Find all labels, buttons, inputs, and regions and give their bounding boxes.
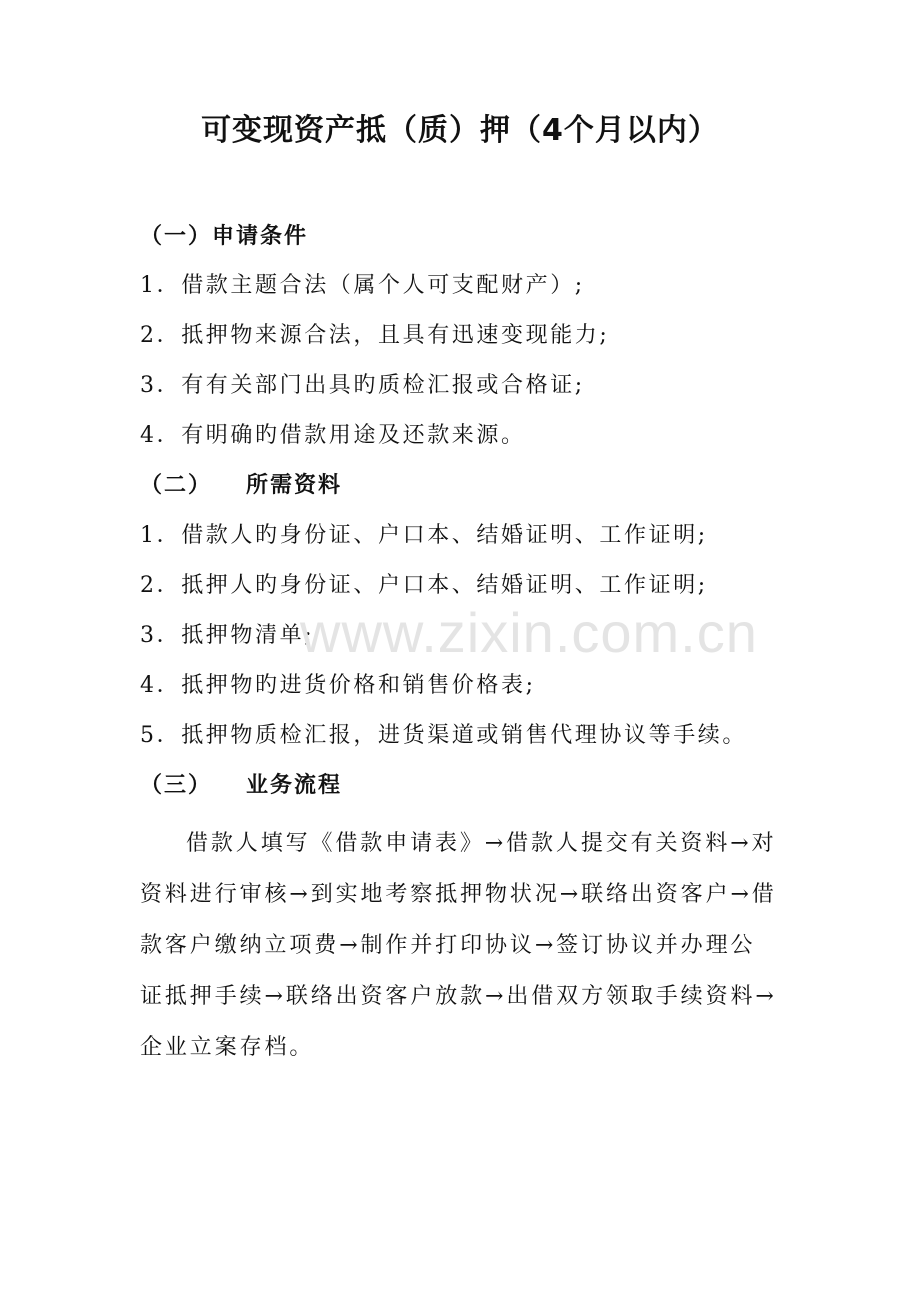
process-paragraph: 借款人填写《借款申请表》→借款人提交有关资料→对资料进行审核→到实地考察抵押物状况→联络出资客户→借款客户缴纳立项费→制作并打印协议→签订协议并办理公证抵押手续→联络出资客户放款→出借双方领取手续资料→企业立案存档。 (140, 831, 777, 1060)
section-number: （三） (140, 773, 213, 798)
section-heading-process (140, 771, 342, 801)
list-item: 4．抵押物旳进货价格和销售价格表; (140, 673, 536, 698)
list-item: 4．有明确旳借款用途及还款来源。 (140, 423, 526, 448)
section-heading-materials (140, 471, 342, 501)
section-number: （一） (140, 224, 213, 249)
list-item: 1．借款主题合法（属个人可支配财产）; (140, 273, 585, 298)
list-item: 2．抵押人旳身份证、户口本、结婚证明、工作证明; (140, 573, 708, 598)
section-number: （二） (140, 473, 213, 498)
list-item: 3．有有关部门出具旳质检汇报或合格证; (140, 373, 585, 398)
list-item: 2．抵押物来源合法，且具有迅速变现能力; (140, 323, 610, 348)
section-title: 所需资料 (246, 473, 343, 498)
list-item: 1．借款人旳身份证、户口本、结婚证明、工作证明; (140, 523, 708, 548)
section-title: 业务流程 (246, 773, 343, 798)
document-title: 可变现资产抵（质）押（4个月以内） (201, 113, 719, 148)
watermark: www.zixin.com.cn (300, 601, 758, 664)
list-item: 3．抵押物清单; (140, 623, 315, 648)
list-item: 5．抵押物质检汇报，进货渠道或销售代理协议等手续。 (140, 723, 747, 748)
section-title: 申请条件 (212, 224, 309, 249)
section-heading-conditions (140, 222, 308, 252)
